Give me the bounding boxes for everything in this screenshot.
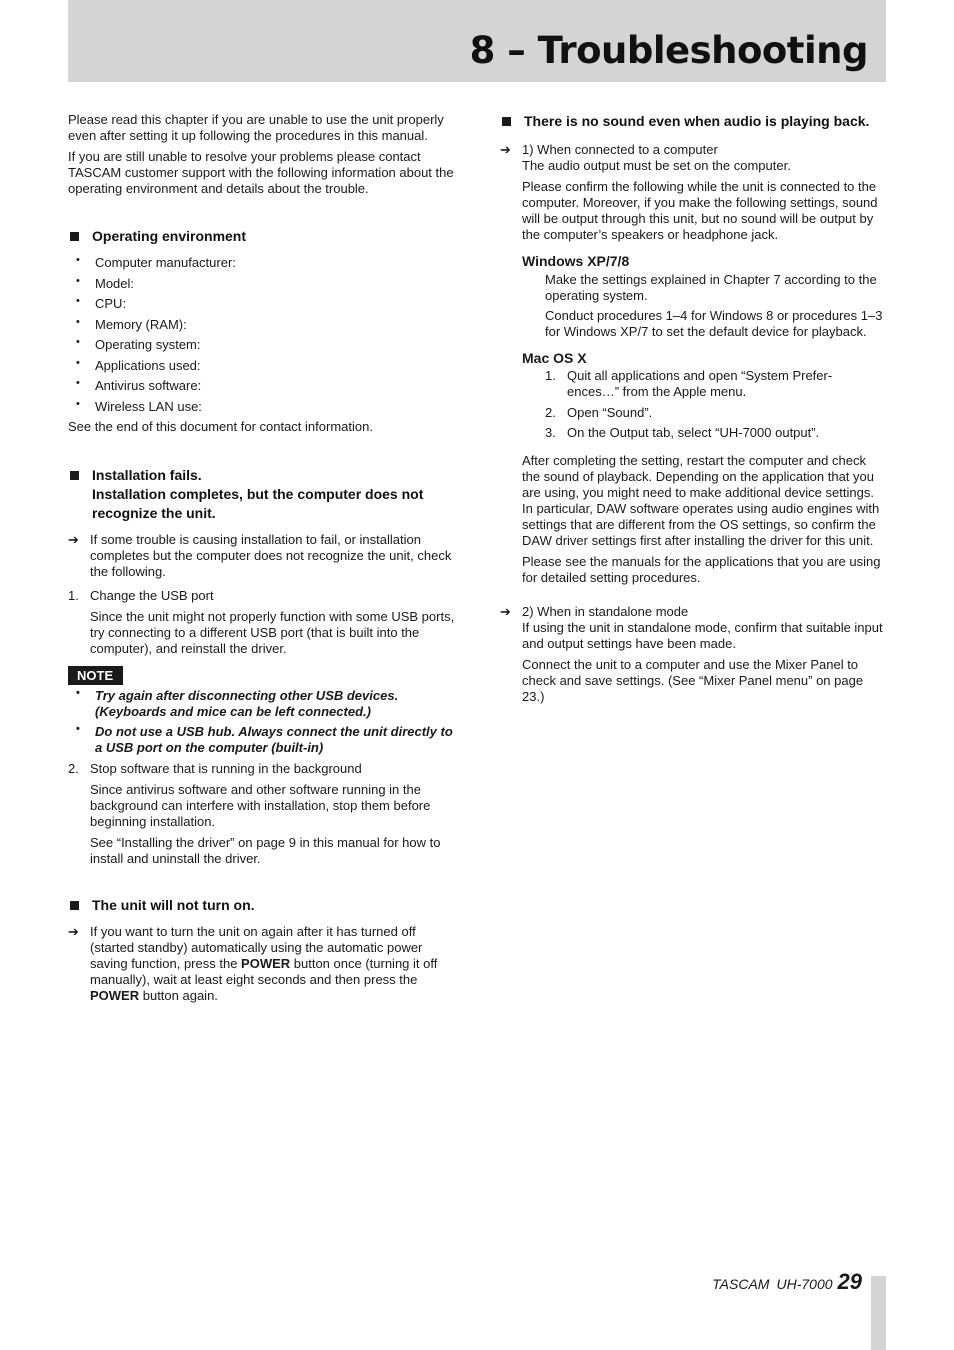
step-body: Since antivirus software and other software running in the background can interfere with installation, stop them before beginning installation. — [90, 782, 431, 829]
list-item: 2. Open “Sound”. — [545, 404, 653, 420]
mac-steps — [522, 368, 884, 441]
section-title: Installation completes, but the computer does not — [92, 486, 424, 502]
page-footer — [712, 1269, 862, 1294]
intro-paragraph-2: If you are still unable to resolve your problems please contact TASCAM customer support with the following information about the operating environment and details about the trouble. — [68, 149, 454, 196]
after-setting-paragraph: After completing the setting, restart the computer and check the sound of playback. Depending on the application that you are using, you might need to make additional device settings. In particular, DAW software operates using audio engines with settings that are different from the OS settings, so confirm the DAW driver settings first after installing the driver for this unit. — [522, 453, 880, 548]
step-body: Since the unit might not properly function with some USB ports, try connecting to a different USB port (that is built into the computer), and reinstall the driver. — [90, 609, 455, 656]
section-title: recognize the unit. — [92, 505, 216, 521]
left-column — [68, 112, 456, 1004]
step-change-usb-port — [68, 588, 456, 657]
mac-heading: Mac OS X — [522, 350, 587, 366]
list-item: • Antivirus software: — [68, 378, 456, 394]
section-title: Installation fails. — [92, 467, 202, 483]
section-square-icon — [70, 232, 79, 241]
step-label: Change the USB port — [90, 588, 214, 603]
install-check-text: If some trouble is causing installation to fail, or installation completes but the computer does not recognize the unit, check the following. — [90, 532, 452, 579]
page-number: 29 — [837, 1269, 862, 1294]
section-title: Operating environment — [92, 228, 247, 244]
power-key-label: POWER — [90, 988, 140, 1003]
section-square-icon — [70, 901, 79, 910]
section-title: There is no sound even when audio is playing back. — [524, 113, 870, 129]
note-list — [68, 688, 456, 756]
step-body: See “Installing the driver” on page 9 in this manual for how to install and uninstall the driver. — [90, 835, 441, 866]
section-unit-will-not-turn-on — [68, 896, 456, 915]
case-line: The audio output must be set on the computer. — [522, 158, 791, 173]
windows-paragraph-1: Make the settings explained in Chapter 7 according to the operating system. — [545, 272, 877, 303]
right-column — [500, 112, 884, 705]
step-number: 1. — [68, 588, 79, 603]
arrow-right-icon: ➔ — [500, 142, 511, 157]
list-item: • Wireless LAN use: — [68, 399, 456, 415]
case-connected-to-computer — [500, 142, 884, 586]
arrow-right-icon: ➔ — [68, 924, 79, 939]
note-badge: NOTE — [68, 666, 123, 685]
section-title: The unit will not turn on. — [92, 897, 255, 913]
list-item: 3. On the Output tab, select “UH-7000 output”. — [545, 425, 820, 440]
power-key-label: POWER — [241, 956, 291, 971]
section-no-sound — [500, 112, 884, 131]
case-label: 2) When in standalone mode — [522, 604, 689, 619]
arrow-right-icon: ➔ — [68, 532, 79, 547]
install-check-item — [68, 532, 456, 580]
page-side-tab — [871, 1276, 886, 1350]
note-item: • Do not use a USB hub. Always connect the unit directly to a USB port on the computer (built-in) — [68, 724, 456, 756]
list-item: • Operating system: — [68, 337, 456, 353]
intro-paragraph-1: Please read this chapter if you are unable to use the unit properly even after setting it up following the procedures in this manual. — [68, 112, 444, 143]
arrow-right-icon: ➔ — [500, 604, 511, 619]
case-paragraph: Please confirm the following while the unit is connected to the computer. Moreover, if you make the following settings, sound will be output through this unit, but no sound will be output by the computer’s speakers or headphone jack. — [522, 179, 878, 242]
note-item: • Try again after disconnecting other USB devices. (Keyboards and mice can be left connected.) — [68, 688, 456, 720]
section-square-icon — [70, 471, 79, 480]
power-item — [68, 924, 456, 1004]
step-number: 2. — [68, 761, 79, 776]
section-operating-environment — [68, 227, 456, 246]
page-title: 8 – Troubleshooting — [469, 29, 868, 72]
windows-heading: Windows XP/7/8 — [522, 253, 630, 269]
list-item: • Computer manufacturer: — [68, 255, 456, 271]
case-standalone-mode — [500, 604, 884, 705]
step-label: Stop software that is running in the background — [90, 761, 362, 776]
power-text: If you want to turn the unit on again after it has turned off (started standby) automatically using the automatic power saving function, press the POWER button once (turning it off manually), wait at least eight seconds and then press the POWER button again. — [90, 924, 438, 1003]
footer-model: UH-7000 — [776, 1276, 833, 1292]
windows-paragraph-2: Conduct procedures 1–4 for Windows 8 or procedures 1–3 for Windows XP/7 to set the default device for playback. — [545, 308, 883, 339]
manuals-paragraph: Please see the manuals for the applications that you are using for detailed setting procedures. — [522, 554, 881, 585]
case-paragraph: Connect the unit to a computer and use the Mixer Panel to check and save settings. (See “Mixer Panel menu” on page 23.) — [522, 657, 864, 704]
case-line: If using the unit in standalone mode, confirm that suitable input and output settings have been made. — [522, 620, 883, 651]
list-item: • CPU: — [68, 296, 456, 312]
list-item: • Memory (RAM): — [68, 317, 456, 333]
list-item: 1. Quit all applications and open “System Prefer-ences…” from the Apple menu. — [545, 368, 833, 399]
list-item: • Model: — [68, 276, 456, 292]
section-installation-fails — [68, 466, 456, 523]
footer-brand: TASCAM — [712, 1276, 770, 1292]
contact-info-text: See the end of this document for contact information. — [68, 419, 373, 434]
section-square-icon — [502, 117, 511, 126]
case-label: 1) When connected to a computer — [522, 142, 718, 157]
environment-list — [68, 255, 456, 415]
list-item: • Applications used: — [68, 358, 456, 374]
step-stop-background-software — [68, 761, 456, 867]
